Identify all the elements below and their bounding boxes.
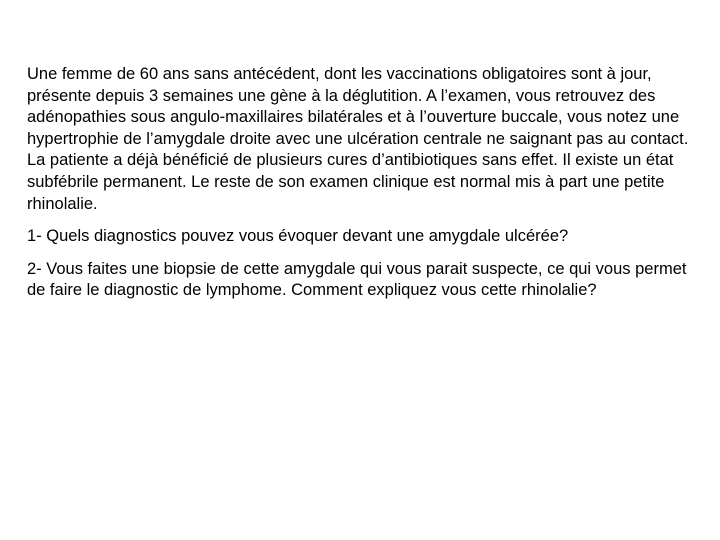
- case-text-block: [27, 64, 695, 313]
- question-1: 1- Quels diagnostics pouvez vous évoquer devant une amygdale ulcérée?: [27, 227, 569, 246]
- case-intro-paragraph: Une femme de 60 ans sans antécédent, dont les vaccinations obligatoires sont à jour, présente depuis 3 semaines une gène à la déglutition. A l’examen, vous retrouvez des adénopathies sous angulo-maxillaires bilatérales et à l’ouverture buccale, vous notez une hypertrophie de l’amygdale droite avec une ulcération centrale ne saignant pas au contact. La patiente a déjà bénéficié de plusieurs cures d’antibiotiques sans effet. Il existe un état subfébrile permanent. Le reste de son examen clinique est normal mis à part une petite rhinolalie.: [27, 65, 689, 213]
- question-2: 2- Vous faites une biopsie de cette amygdale qui vous parait suspecte, ce qui vous permet de faire le diagnostic de lymphome. Comment expliquez vous cette rhinolalie?: [27, 259, 687, 300]
